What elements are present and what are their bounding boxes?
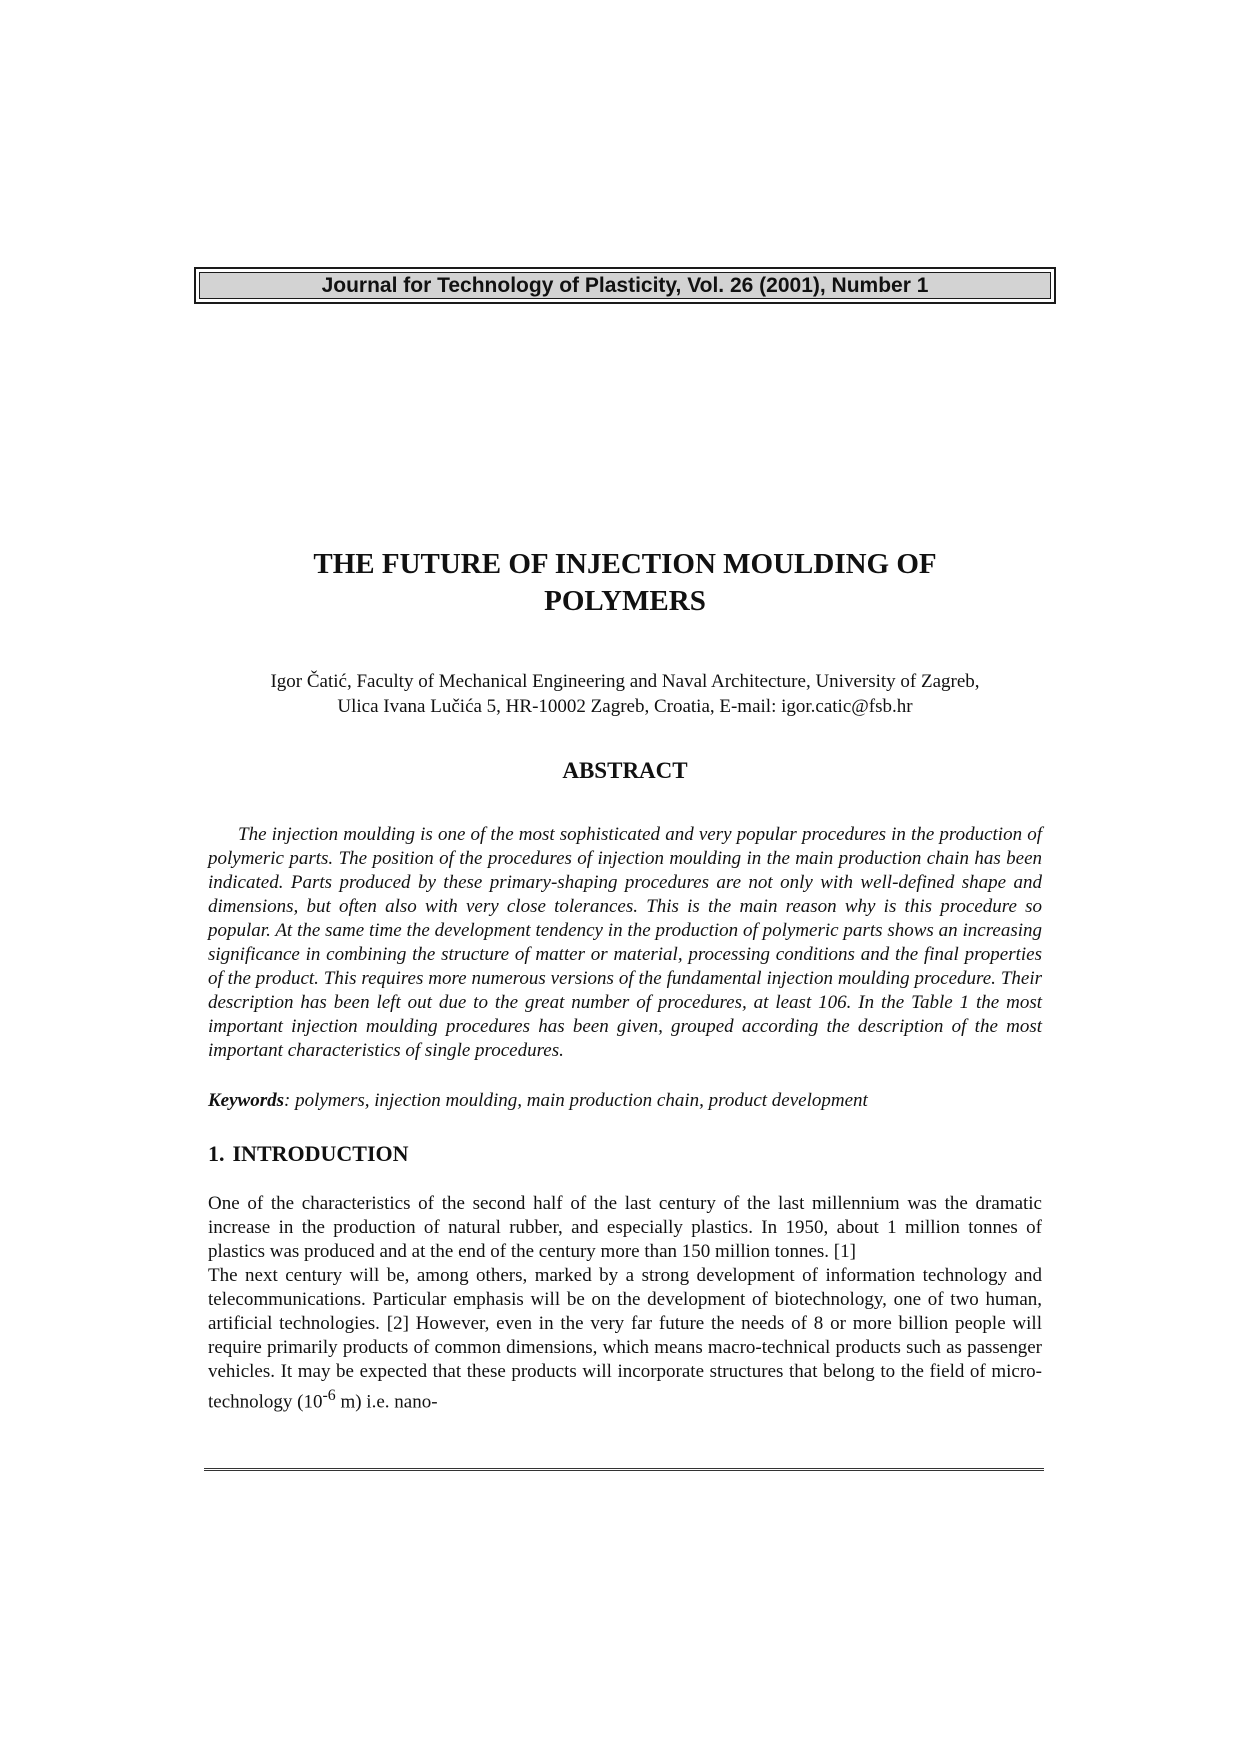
introduction-paragraph-2 — [208, 1264, 1042, 1414]
journal-header-text: Journal for Technology of Plasticity, Vol. 26 (2001), Number 1 — [199, 272, 1051, 299]
abstract-heading: ABSTRACT — [562, 758, 688, 783]
abstract-text-content: The injection moulding is one of the most sophisticated and very popular procedures in the production of polymeric parts. The position of the procedures of injection moulding in the main production chain has been indicated. Parts produced by these primary-shaping procedures are not only with well-defined shape and dimensions, but often also with very close tolerances. This is the main reason why is this procedure so popular. At the same time the development tendency in the production of polymeric parts shows an increasing significance in combining the structure of matter or material, processing conditions and the final properties of the product. This requires more numerous versions of the fundamental injection moulding procedure. Their description has been left out due to the great number of procedures, at least 106. In the Table 1 the most important injection moulding procedures has been given, grouped according the description of the most important characteristics of single procedures. — [208, 824, 1042, 1061]
paper-title — [200, 546, 1050, 620]
keywords-label: Keywords — [208, 1090, 284, 1111]
section-heading-introduction — [208, 1141, 409, 1167]
introduction-paragraph-1: One of the characteristics of the second half of the last century of the last millennium was the dramatic increase in the production of natural rubber, and especially plastics. In 1950, about 1 million tonnes of plastics was produced and at the end of the century more than 150 million tonnes. [1] — [208, 1193, 1042, 1262]
paragraph-2-text-end: m) i.e. nano- — [335, 1391, 438, 1413]
journal-header-banner — [194, 267, 1056, 304]
author-line-1: Igor Čatić, Faculty of Mechanical Engineering and Naval Architecture, University of Zagreb, — [270, 671, 980, 692]
section-number: 1. — [208, 1141, 225, 1166]
exponent: -6 — [322, 1387, 336, 1404]
paragraph-2-text: The next century will be, among others, marked by a strong development of information technology and telecommunications. Particular emphasis will be on the development of biotechnology, one of two human, artificial technologies. [2] However, even in the very far future the needs of 8 or more billion people will require primarily products of common dimensions, which means macro-technical products such as passenger vehicles. It may be expected that these products will incorporate structures that belong to the field of micro-technology (10 — [208, 1265, 1042, 1413]
paper-title-line-2: POLYMERS — [544, 585, 706, 617]
keywords-line — [208, 1089, 1042, 1113]
introduction-body — [208, 1192, 1042, 1414]
keywords-text: : polymers, injection moulding, main production chain, product development — [284, 1090, 868, 1111]
section-title: INTRODUCTION — [232, 1141, 409, 1166]
abstract-text — [208, 823, 1042, 1063]
paper-title-line-1: THE FUTURE OF INJECTION MOULDING OF — [313, 548, 937, 580]
footer-divider — [204, 1468, 1044, 1471]
author-affiliation — [200, 669, 1050, 719]
author-line-2: Ulica Ivana Lučića 5, HR-10002 Zagreb, Croatia, E-mail: igor.catic@fsb.hr — [337, 696, 913, 717]
